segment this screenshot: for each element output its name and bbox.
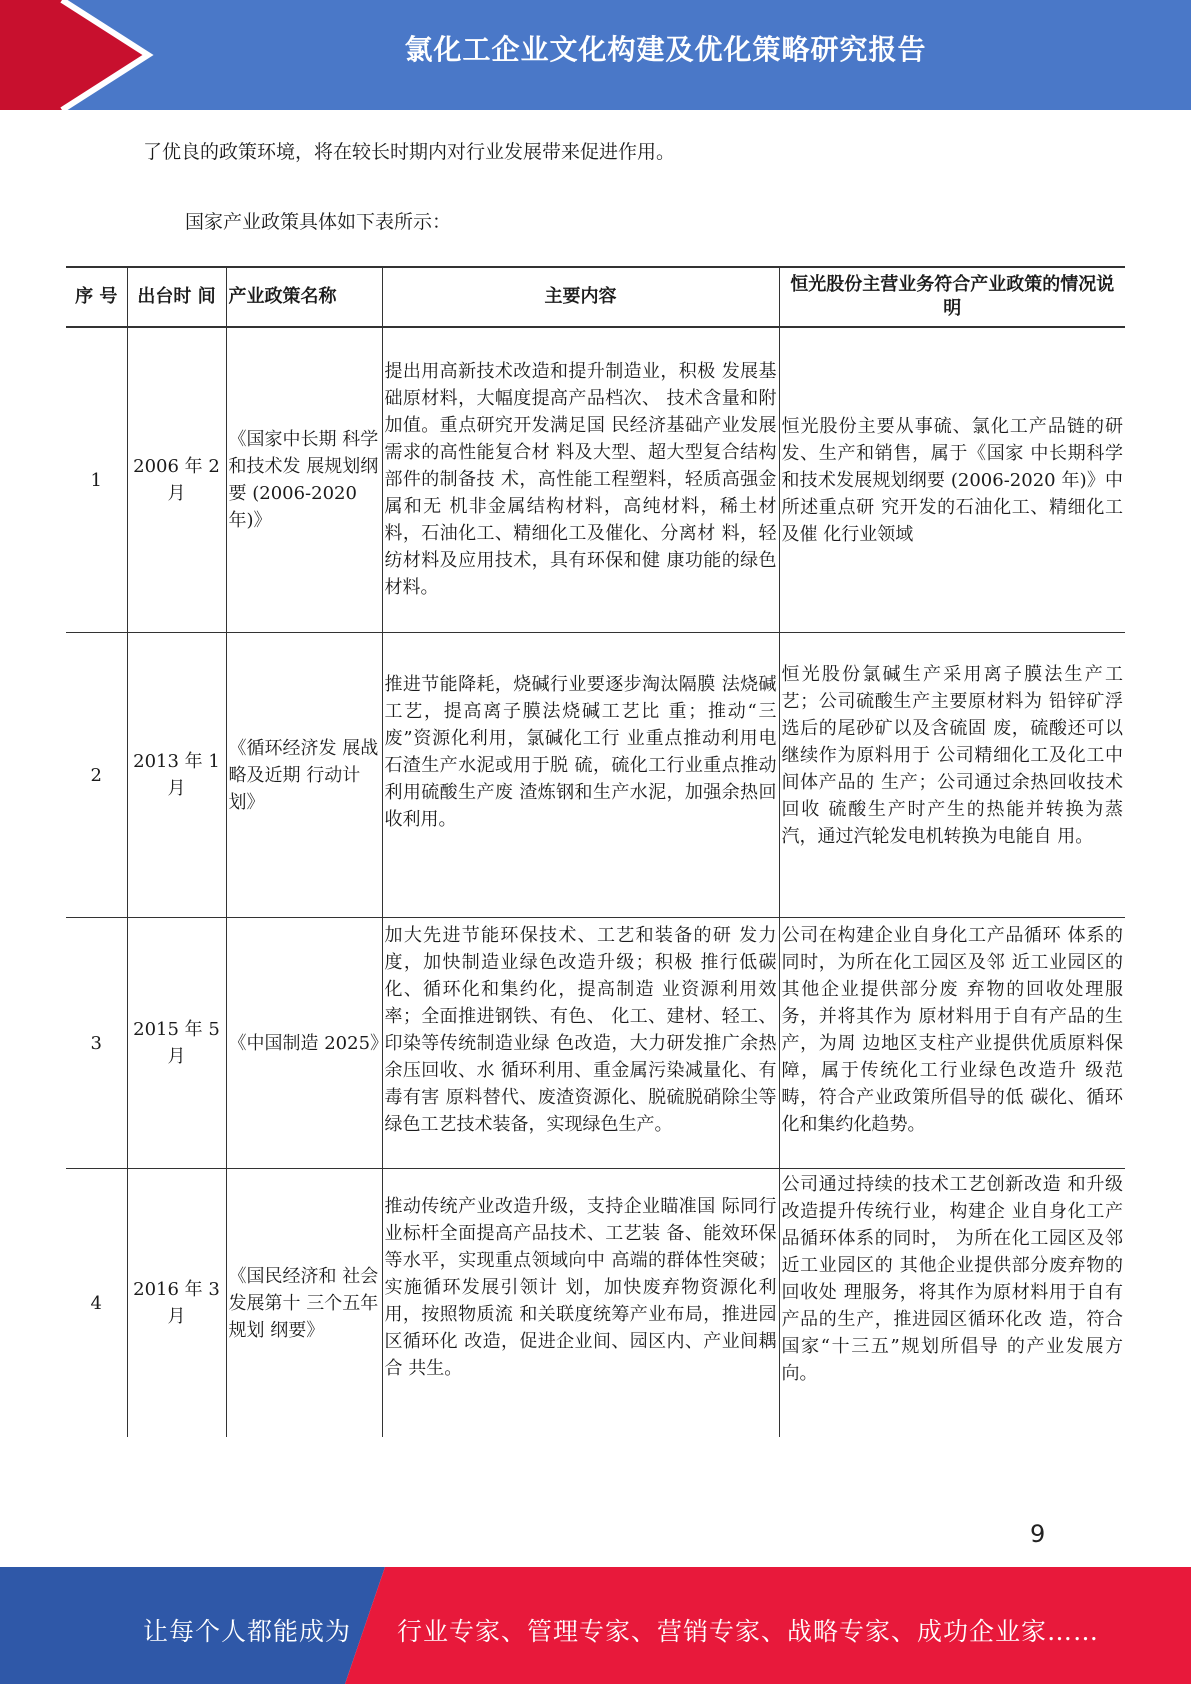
row-date: 2013 年 1月 xyxy=(127,633,226,918)
table-row xyxy=(66,918,1125,1169)
row-content: 推进节能降耗，烧碱行业要逐步淘汰隔膜 法烧碱工艺，提高离子膜法烧碱工艺比 重；推动“三废”资源化利用，氯碱化工行 业重点推动利用电石渣生产水泥或用于脱 硫，硫化工行业重点推动利用硫酸生产废 渣炼钢和生产水泥，加强余热回收利用。 xyxy=(382,633,779,918)
page-number: 9 xyxy=(1030,1520,1046,1548)
row-content: 加大先进节能环保技术、工艺和装备的研 发力度，加快制造业绿色改造升级；积极 推行低碳化、循环化和集约化，提高制造 业资源利用效率；全面推进钢铁、有色、 化工、建材、轻工、印染等传统制造业绿 色改造，大力研发推广余热余压回收、水 循环利用、重金属污染减量化、有毒有害 原料替代、废渣资源化、脱硫脱硝除尘等 绿色工艺技术装备，实现绿色生产。 xyxy=(382,918,779,1169)
table-row xyxy=(66,327,1125,633)
row-number: 2 xyxy=(66,633,127,918)
row-explanation: 公司通过持续的技术工艺创新改造 和升级改造提升传统行业，构建企 业自身化工产品循环体系的同时， 为所在化工园区及邻近工业园区的 其他企业提供部分废弃物的回收处 理服务，将其作为原材料用于自有 产品的生产，推进园区循环化改 造，符合国家“十三五”规划所倡导 的产业发展方向。 xyxy=(779,1169,1125,1438)
row-date: 2015 年 5月 xyxy=(127,918,226,1169)
row-policy-name: 《国家中长期 科学和技术发 展规划纲要 (2006-2020 年)》 xyxy=(226,327,382,633)
header-title: 氯化工企业文化构建及优化策略研究报告 xyxy=(404,33,927,66)
row-number: 3 xyxy=(66,918,127,1169)
row-explanation: 恒光股份氯碱生产采用离子膜法生产工艺；公司硫酸生产主要原材料为 铅锌矿浮选后的尾砂矿以及含硫固 废，硫酸还可以继续作为原料用于 公司精细化工及化工中间体产品的 生产；公司通过余热回收技术回收 硫酸生产时产生的热能并转换为蒸 汽，通过汽轮发电机转换为电能自 用。 xyxy=(779,633,1125,918)
row-content: 提出用高新技术改造和提升制造业，积极 发展基础原材料，大幅度提高产品档次、 技术含量和附加值。重点研究开发满足国 民经济基础产业发展需求的高性能复合材 料及大型、超大型复合结构部件的制备技 术，高性能工程塑料，轻质高强金属和无 机非金属结构材料，高纯材料，稀土材 料，石油化工、精细化工及催化、分离材 料，轻纺材料及应用技术，具有环保和健 康功能的绿色材料。 xyxy=(382,327,779,633)
col-header-explain: 恒光股份主营业务符合产业政策的情况说明 xyxy=(779,267,1125,327)
row-number: 4 xyxy=(66,1169,127,1438)
policy-table xyxy=(66,266,1125,1437)
row-policy-name: 《中国制造 2025》 xyxy=(226,918,382,1169)
table-row xyxy=(66,1169,1125,1438)
row-explanation: 恒光股份主要从事硫、氯化工产品链的研发、生产和销售，属于《国家 中长期科学和技术发展规划纲要 (2006-2020 年)》中所述重点研 究开发的石油化工、精细化工及催 化行业领域 xyxy=(779,327,1125,633)
col-header-name: 产业政策名称 xyxy=(226,267,382,327)
row-number: 1 xyxy=(66,327,127,633)
footer-slogan-right: 行业专家、管理专家、营销专家、战略专家、成功企业家…… xyxy=(397,1617,1100,1646)
footer-slogan-left: 让每个人都能成为 xyxy=(143,1617,352,1646)
row-policy-name: 《循环经济发 展战略及近期 行动计划》 xyxy=(226,633,382,918)
col-header-content: 主要内容 xyxy=(382,267,779,327)
row-policy-name: 《国民经济和 社会发展第十 三个五年规划 纲要》 xyxy=(226,1169,382,1438)
row-explanation: 公司在构建企业自身化工产品循环 体系的同时，为所在化工园区及邻 近工业园区的其他企业提供部分废 弃物的回收处理服务，并将其作为 原材料用于自有产品的生产，为周 边地区支柱产业提供优质原料保 障，属于传统化工行业绿色改造升 级范畴，符合产业政策所倡导的低 碳化、循环化和集约化趋势。 xyxy=(779,918,1125,1169)
row-content: 推动传统产业改造升级，支持企业瞄准国 际同行业标杆全面提高产品技术、工艺装 备、能效环保等水平，实现重点领域向中 高端的群体性突破；实施循环发展引领计 划，加快废弃物资源化利用，按照物质流 和关联度统筹产业布局，推进园区循环化 改造，促进企业间、园区内、产业间耦合 共生。 xyxy=(382,1169,779,1438)
table-row xyxy=(66,633,1125,918)
row-date: 2016 年 3月 xyxy=(127,1169,226,1438)
table-header-row xyxy=(66,267,1125,327)
body-paragraph-2: 国家产业政策具体如下表所示： xyxy=(185,211,452,233)
row-date: 2006 年 2月 xyxy=(127,327,226,633)
col-header-date: 出台时 间 xyxy=(127,267,226,327)
col-header-no: 序 号 xyxy=(66,267,127,327)
body-paragraph-1: 了优良的政策环境，将在较长时期内对行业发展带来促进作用。 xyxy=(143,141,676,163)
page-header xyxy=(0,0,1191,110)
red-arrow-icon xyxy=(0,0,160,110)
